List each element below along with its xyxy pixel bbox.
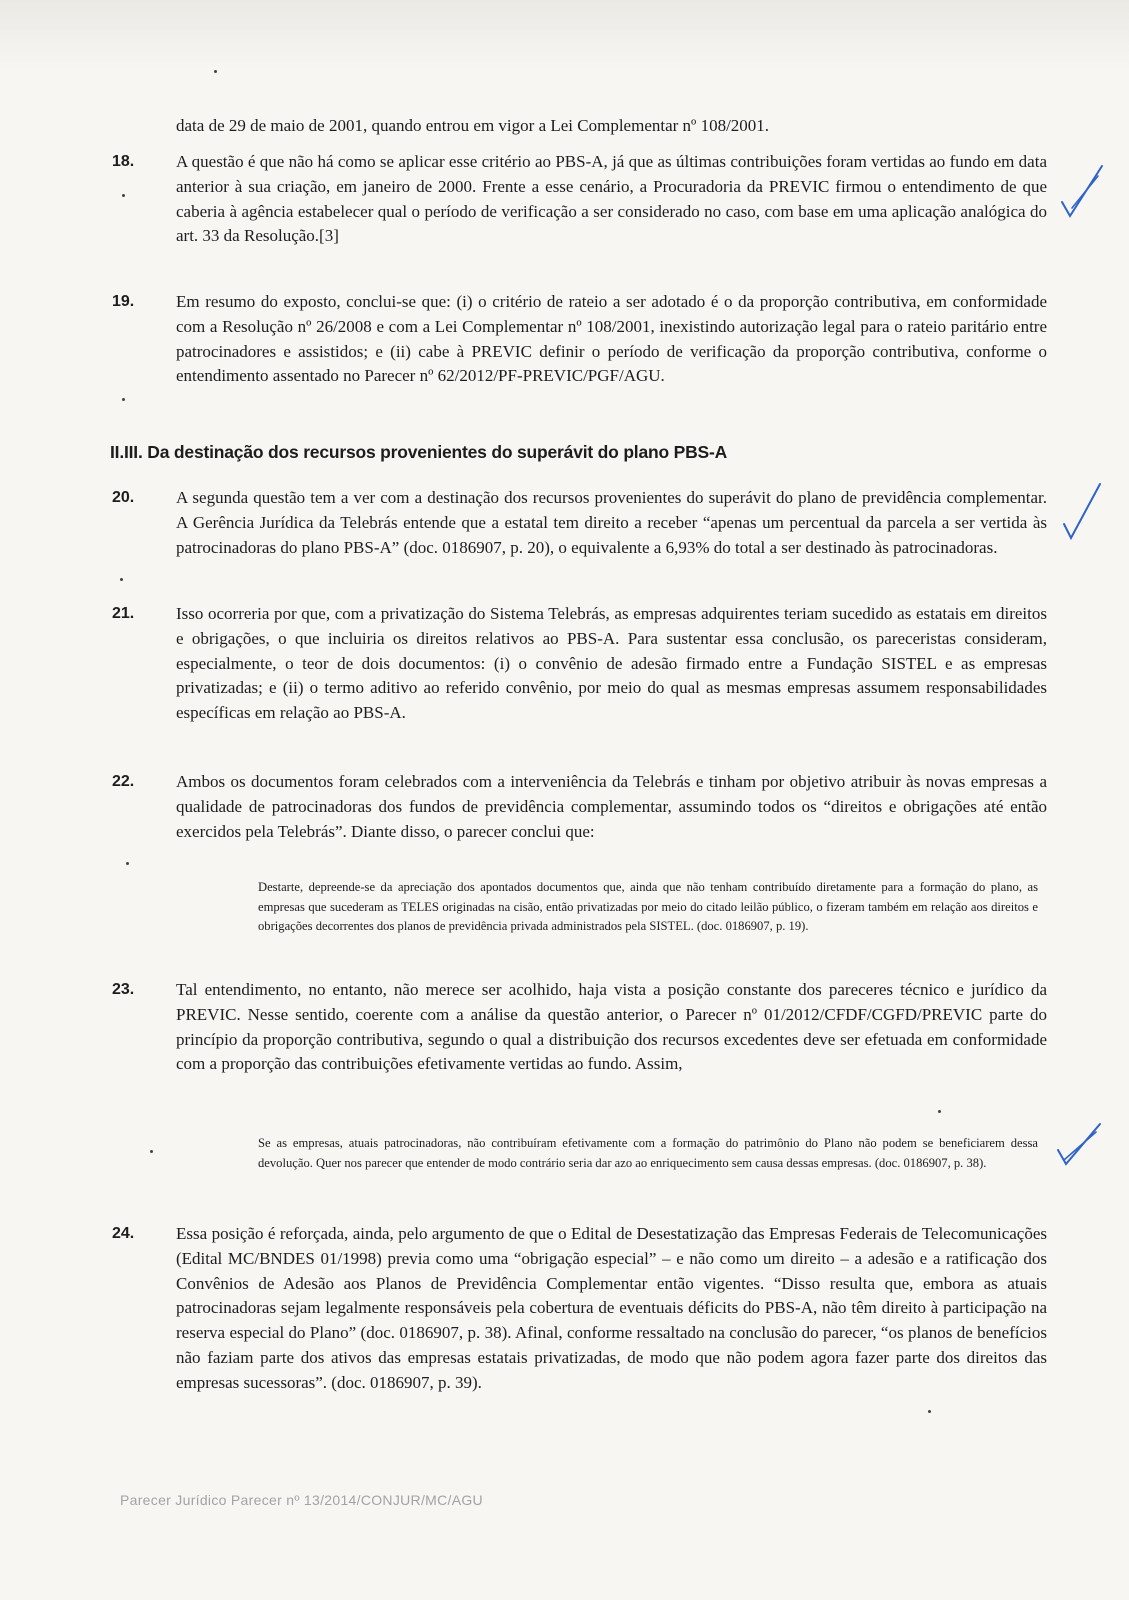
check-mark-icon (1054, 1120, 1104, 1176)
paragraph-number: 18. (112, 153, 135, 170)
paragraph-21 (112, 602, 1047, 743)
scan-speck (214, 70, 217, 73)
scan-speck (122, 398, 125, 401)
block-quote: Se as empresas, atuais patrocinadoras, não contribuíram efetivamente com a formação do patrimônio do Plano não podem se beneficiarem dessa devolução. Quer nos parecer que entender de modo contrário seria dar azo ao enriquecimento sem causa dessas empresas. (doc. 0186907, p. 38). (258, 1136, 1038, 1170)
check-mark-icon (1058, 162, 1106, 226)
paragraph-number: 23. (112, 981, 135, 998)
scan-speck (150, 1150, 153, 1153)
continuation-line: data de 29 de maio de 2001, quando entrou em vigor a Lei Complementar nº 108/2001. (176, 116, 770, 135)
paragraph-24 (112, 1222, 1047, 1413)
paragraph-22 (112, 770, 1047, 861)
paragraph-18 (112, 150, 1047, 266)
scan-speck (928, 1410, 931, 1413)
paragraph-number: 19. (112, 293, 135, 310)
check-mark-icon (1060, 480, 1104, 544)
scan-speck (126, 862, 129, 865)
paragraph-number: 22. (112, 773, 135, 790)
paragraph-23 (112, 978, 1047, 1094)
paragraph-text: Ambos os documentos foram celebrados com a interveniência da Telebrás e tinham por objetivo atribuir às novas empresas a qualidade de patrocinadoras dos fundos de previdência complementar, assumindo todos os “direitos e obrigações até então exercidos pela Telebrás”. Diante disso, o parecer conclui que: (176, 772, 1047, 841)
paragraph-20 (112, 486, 1047, 577)
paragraph-text: Essa posição é reforçada, ainda, pelo argumento de que o Edital de Desestatização das Empresas Federais de Telecomunicações (Edital MC/BNDES 01/1998) previa como uma “obrigação especial” – e não como um direito – a adesão e a ratificação dos Convênios de Adesão aos Planos de Previdência Complementar então vigentes. “Disso resulta que, embora as atuais patrocinadoras sejam legalmente responsáveis pela cobertura de eventuais déficits do PBS-A, não têm direito à participação na reserva especial do Plano” (doc. 0186907, p. 38). Afinal, conforme ressaltado na conclusão do parecer, “os planos de benefícios não faziam parte dos ativos das empresas estatais privatizadas, de modo que não podem agora fazer parte dos direitos das empresas sucessoras”. (doc. 0186907, p. 39). (176, 1224, 1047, 1392)
paragraph-19 (112, 290, 1047, 406)
paragraph-text: A segunda questão tem a ver com a destinação dos recursos provenientes do superávit do plano de previdência complementar. A Gerência Jurídica da Telebrás entende que a estatal tem direito a receber “apenas um percentual da parcela a ser vertida às patrocinadoras do plano PBS-A” (doc. 0186907, p. 20), o equivalente a 6,93% do total a ser destinado às patrocinadoras. (176, 488, 1047, 557)
page-footer: Parecer Jurídico Parecer nº 13/2014/CONJUR/MC/AGU (120, 1492, 483, 1508)
paragraph-number: 20. (112, 489, 135, 506)
scan-speck (938, 1110, 941, 1113)
scan-edge-shading (0, 0, 1129, 70)
paragraph-text: Tal entendimento, no entanto, não merece ser acolhido, haja vista a posição constante dos pareceres técnico e jurídico da PREVIC. Nesse sentido, coerente com a análise da questão anterior, o Parecer nº 01/2012/CFDF/CGFD/PREVIC parte do princípio da proporção contributiva, segundo o qual a distribuição dos recursos excedentes deve ser efetuada em conformidade com a proporção das contribuições efetivamente vertidas ao fundo. Assim, (176, 980, 1047, 1074)
scan-speck (122, 194, 125, 197)
paragraph-number: 24. (112, 1225, 135, 1242)
scan-speck (120, 578, 123, 581)
paragraph-text: Isso ocorreria por que, com a privatização do Sistema Telebrás, as empresas adquirentes teriam sucedido as estatais em direitos e obrigações, o que incluiria os direitos relativos ao PBS-A. Para sustentar essa conclusão, os pareceristas consideram, especialmente, o teor de dois documentos: (i) o convênio de adesão firmado entre a Fundação SISTEL e as empresas privatizadas; e (ii) o termo aditivo ao referido convênio, por meio do qual as mesmas empresas assumem responsabilidades específicas em relação ao PBS-A. (176, 604, 1047, 723)
section-heading: II.III. Da destinação dos recursos provenientes do superávit do plano PBS-A (110, 442, 728, 462)
paragraph-text: Em resumo do exposto, conclui-se que: (i) o critério de rateio a ser adotado é o da proporção contributiva, em conformidade com a Resolução nº 26/2008 e com a Lei Complementar nº 108/2001, inexistindo autorização legal para o rateio paritário entre patrocinadores e assistidos; e (ii) cabe à PREVIC definir o período de verificação da proporção contributiva, conforme o entendimento assentado no Parecer nº 62/2012/PF-PREVIC/PGF/AGU. (176, 292, 1047, 386)
paragraph-number: 21. (112, 605, 135, 622)
block-quote: Destarte, depreende-se da apreciação dos apontados documentos que, ainda que não tenham contribuído diretamente para a formação do plano, as empresas que sucederam as TELES originadas na cisão, então privatizadas por meio do citado leilão público, o fizeram também em relação aos direitos e obrigações decorrentes dos planos de previdência privada administrados pela SISTEL. (doc. 0186907, p. 19). (258, 880, 1038, 933)
paragraph-text: A questão é que não há como se aplicar esse critério ao PBS-A, já que as últimas contribuições foram vertidas ao fundo em data anterior à sua criação, em janeiro de 2000. Frente a esse cenário, a Procuradoria da PREVIC firmou o entendimento de que caberia à agência estabelecer qual o período de verificação a ser considerado no caso, com base em uma aplicação analógica do art. 33 da Resolução.[3] (176, 152, 1047, 246)
